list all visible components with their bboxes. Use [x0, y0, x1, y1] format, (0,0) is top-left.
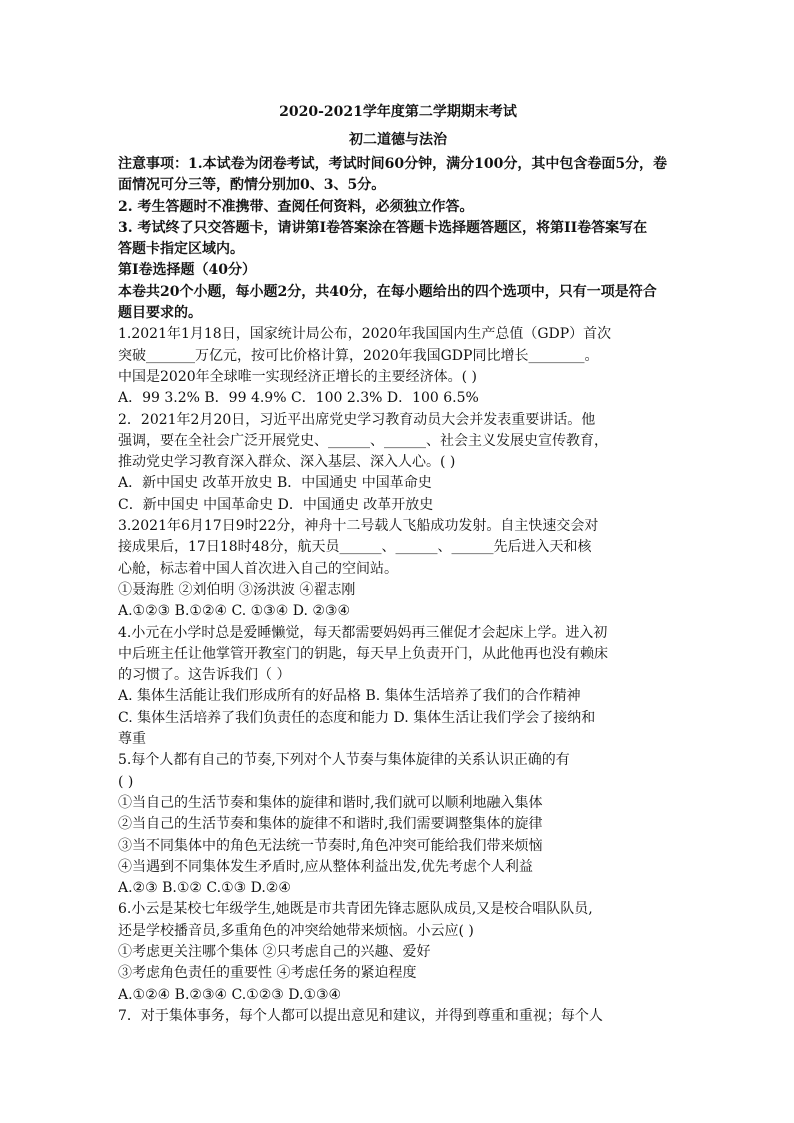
question-line: 心舱，标志着中国人首次进入自己的空间站。 [118, 560, 398, 577]
exam-subtitle: 初二道德与法治 [349, 132, 447, 148]
question-choices: ①当自己的生活节奏和集体的旋律和谐时,我们就可以顺利地融入集体 [118, 794, 543, 811]
question-options: A．99 3.2% B．99 4.9% C．100 2.3% D．100 6.5% [118, 390, 479, 407]
question-choices: ①聂海胜 ②刘伯明 ③汤洪波 ④翟志刚 [118, 581, 356, 598]
notice-line: 3. 考试终了只交答题卡，请讲第Ⅰ卷答案涂在答题卡选择题答题区，将第II卷答案写在 [118, 219, 648, 236]
notice-line: 2. 考生答题时不准携带、查阅任何资料，必须独立作答。 [118, 198, 474, 215]
question-choices: ②当自己的生活节奏和集体的旋律不和谐时,我们需要调整集体的旋律 [118, 816, 543, 833]
notice-line: 注意事项：1.本试卷为闭卷考试，考试时间60分钟，满分100分，其中包含卷面5分，卷 [118, 156, 668, 172]
question-options: C. 集体生活培养了我们负责任的态度和能力 D. 集体生活让我们学会了接纳和 [118, 709, 596, 726]
question-options: C．新中国史 中国革命史 D．中国通史 改革开放史 [118, 496, 434, 513]
question-line: 中国是2020年全球唯一实现经济正增长的主要经济体。( ) [118, 368, 478, 385]
question-line: 接成果后，17日18时48分，航天员______、______、______先后进入天和核 [118, 539, 592, 556]
exam-title: 2020-2021学年度第二学期期末考试 [279, 104, 517, 120]
question-choices: ①考虑更关注哪个集体 ②只考虑自己的兴趣、爱好 [118, 943, 431, 960]
question-line: ( ) [118, 773, 134, 790]
notice-line: 答题卡指定区域内。 [118, 241, 244, 258]
exam-page [118, 102, 678, 1027]
question-line: 6.小云是某校七年级学生,她既是市共青团先锋志愿队成员,又是校合唱队队员, [118, 901, 593, 918]
notice-section [118, 154, 678, 324]
questions-section [118, 324, 678, 1027]
question-line: 中后班主任让他掌管开教室门的钥匙，每天早上负责开门，从此他再也没有赖床 [118, 645, 608, 662]
section-heading: 第Ⅰ卷选择题（40分） [118, 262, 257, 279]
question-options: A.①②④ B.②③④ C.①②③ D.①③④ [118, 986, 342, 1003]
question-line: 3.2021年6月17日9时22分，神舟十二号载人飞船成功发射。自主快速交会对 [118, 518, 599, 535]
question-line: 7．对于集体事务，每个人都可以提出意见和建议，并得到尊重和重视；每个人 [118, 1007, 603, 1024]
question-line: 的习惯了。这告诉我们（ ） [118, 667, 291, 684]
question-line: 还是学校播音员,多重角色的冲突给她带来烦恼。小云应( ) [118, 922, 474, 939]
question-options: A．新中国史 改革开放史 B．中国通史 中国革命史 [118, 475, 432, 492]
question-line: 1.2021年1月18日，国家统计局公布，2020年我国国内生产总值（GDP）首次 [118, 326, 612, 343]
section-instruction: 题目要求的。 [118, 305, 202, 322]
question-line: 2．2021年2月20日，习近平出席党史学习教育动员大会并发表重要讲话。他 [118, 411, 596, 428]
question-choices: ③考虑角色责任的重要性 ④考虑任务的紧迫程度 [118, 965, 417, 982]
question-line: 4.小元在小学时总是爱睡懒觉，每天都需要妈妈再三催促才会起床上学。进入初 [118, 624, 608, 641]
question-choices: ④当遇到不同集体发生矛盾时,应从整体利益出发,优先考虑个人利益 [118, 858, 533, 875]
notice-line: 面情况可分三等，酌情分别加0、3、5分。 [118, 177, 386, 194]
question-line: 推动党史学习教育深入群众、深入基层、深入人心。( ) [118, 454, 456, 471]
question-line: 5.每个人都有自己的节奏,下列对个人节奏与集体旋律的关系认识正确的有 [118, 752, 570, 769]
question-options: A.②③ B.①② C.①③ D.②④ [118, 880, 291, 897]
section-instruction: 本卷共20个小题，每小题2分，共40分，在每小题给出的四个选项中，只有一项是符合 [118, 283, 657, 300]
question-line: 突破_______万亿元，按可比价格计算，2020年我国GDP同比增长________。 [118, 347, 599, 364]
question-line: 强调，要在全社会广泛开展党史、______、______、社会主义发展史宣传教育， [118, 432, 608, 449]
question-options: A.①②③ B.①②④ C. ①③④ D. ②③④ [118, 603, 350, 620]
question-choices: ③当不同集体中的角色无法统一节奏时,角色冲突可能给我们带来烦恼 [118, 837, 543, 854]
question-options: 尊重 [118, 731, 146, 748]
question-options: A. 集体生活能让我们形成所有的好品格 B. 集体生活培养了我们的合作精神 [118, 688, 581, 705]
